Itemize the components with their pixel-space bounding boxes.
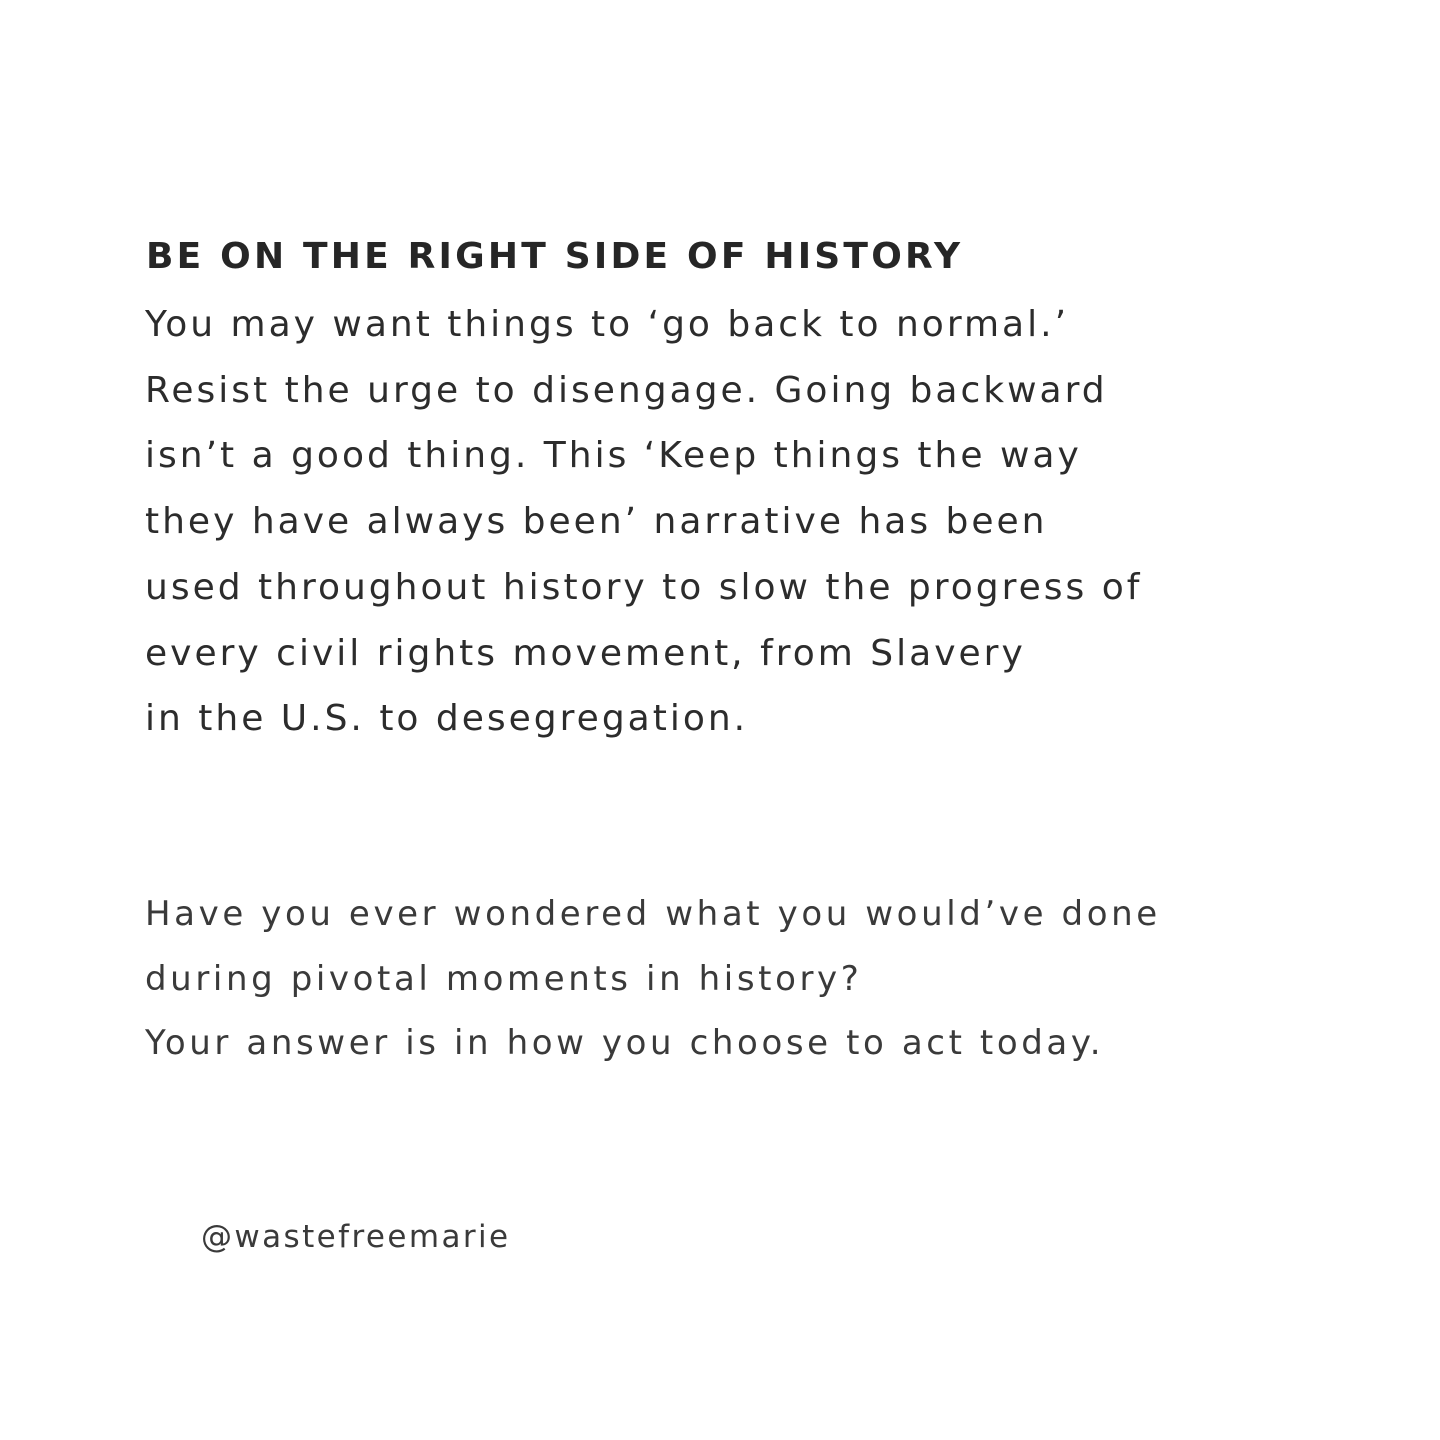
body-line: isn’t a good thing. This ‘Keep things the way <box>145 435 1082 477</box>
body-line: Resist the urge to disengage. Going backward <box>145 369 1108 411</box>
author-handle: @wastefreemarie <box>201 1219 511 1255</box>
body-line: they have always been’ narrative has been <box>145 501 1048 543</box>
body-paragraph <box>145 292 1142 752</box>
heading: BE ON THE RIGHT SIDE OF HISTORY <box>146 236 964 277</box>
body-line: You may want things to ‘go back to normal.’ <box>145 304 1070 345</box>
question-line: Your answer is in how you choose to act today. <box>145 1023 1105 1063</box>
body-line: every civil rights movement, from Slavery <box>145 632 1026 674</box>
body-line: in the U.S. to desegregation. <box>145 698 749 740</box>
question-line: during pivotal moments in history? <box>145 958 863 999</box>
question-paragraph <box>145 882 1161 1076</box>
question-line: Have you ever wondered what you would’ve done <box>145 894 1161 934</box>
body-line: used throughout history to slow the progress of <box>145 566 1143 608</box>
